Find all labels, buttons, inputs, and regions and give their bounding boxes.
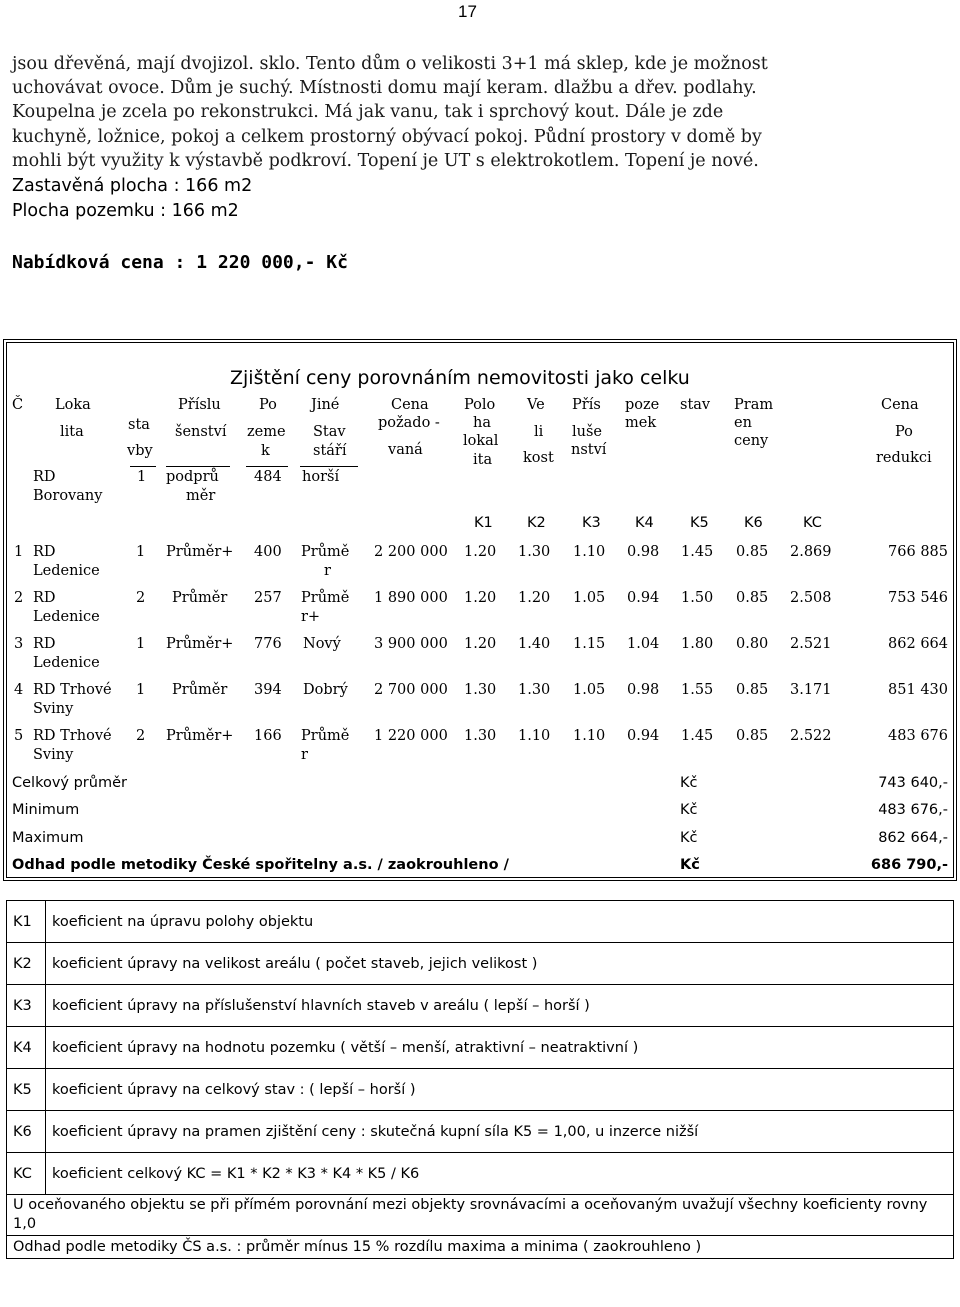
row-accessories: Průměr+ (166, 544, 234, 560)
header-plot: poze (625, 397, 660, 413)
row-k2: 1.30 (518, 544, 551, 560)
summary-estimate-currency: Kč (680, 857, 700, 873)
header-reduced-price: redukci (876, 450, 932, 466)
header-accessories-2: nství (571, 442, 607, 458)
row-k3: 1.05 (573, 590, 606, 606)
row-other: Průmě (301, 590, 350, 606)
header-reduced-price: Cena (881, 397, 919, 413)
legend-key: K3 (7, 985, 46, 1027)
subject-location: RD (33, 469, 56, 485)
row-k6: 0.80 (736, 636, 769, 652)
header-asked-price: Cena (391, 397, 429, 413)
row-k5: 1.45 (681, 544, 714, 560)
row-number: 1 (14, 544, 24, 560)
row-number: 5 (14, 728, 24, 744)
coef-label-kc: KC (803, 515, 822, 531)
legend-text: koeficient úpravy na příslušenství hlavních staveb v areálu ( lepší – horší ) (46, 985, 954, 1027)
header-other: Stav (313, 424, 346, 440)
row-location: Sviny (33, 747, 74, 763)
header-position: lokal (463, 433, 499, 449)
row-reduced-price: 766 885 (888, 544, 948, 560)
legend-key: KC (7, 1153, 46, 1195)
row-asked-price: 2 200 000 (374, 544, 448, 560)
header-source: Pram (734, 397, 774, 413)
row-buildings: 1 (136, 544, 146, 560)
summary-average-currency: Kč (680, 775, 698, 791)
header-location: lita (60, 424, 84, 440)
subject-land: 484 (254, 469, 282, 485)
legend-text: koeficient celkový KC = K1 * K2 * K3 * K4 * K5 / K6 (46, 1153, 954, 1195)
summary-average-label: Celkový průměr (12, 775, 127, 791)
row-land: 400 (254, 544, 282, 560)
legend-row (7, 943, 954, 985)
offer-price: Nabídková cena : 1 220 000,- Kč (12, 252, 348, 273)
summary-maximum-label: Maximum (12, 830, 84, 846)
header-underline (166, 466, 230, 467)
legend-row (7, 1027, 954, 1069)
header-buildings: vby (127, 443, 153, 459)
summary-maximum-currency: Kč (680, 830, 698, 846)
header-land: k (261, 443, 270, 459)
property-description (12, 52, 932, 173)
coef-label-k6: K6 (744, 515, 763, 531)
header-other: stáří (313, 443, 347, 459)
coef-label-k3: K3 (582, 515, 601, 531)
header-buildings: sta (128, 417, 150, 433)
row-k6: 0.85 (736, 544, 769, 560)
description-line: mohli být využity k výstavbě podkroví. Topení je UT s elektrokotlem. Topení je nové. (12, 150, 759, 171)
legend-key: K6 (7, 1111, 46, 1153)
row-other: r (324, 563, 331, 579)
coef-label-k1: K1 (474, 515, 493, 531)
coef-label-k5: K5 (690, 515, 709, 531)
header-underline (246, 466, 288, 467)
row-other: Nový (303, 636, 341, 652)
legend-text: koeficient úpravy na celkový stav : ( lepší – horší ) (46, 1069, 954, 1111)
legend-text: koeficient úpravy na hodnotu pozemku ( větší – menší, atraktivní – neatraktivní ) (46, 1027, 954, 1069)
header-condition: stav (680, 397, 711, 413)
row-kc: 2.508 (790, 590, 832, 606)
row-accessories: Průměr+ (166, 728, 234, 744)
description-line: uchovávat ovoce. Dům je suchý. Místnosti domu mají keram. dlažbu a dřev. podlahy. (12, 78, 757, 99)
row-number: 4 (14, 682, 24, 698)
legend-note-method: Odhad podle metodiky ČS a.s. : průměr mínus 15 % rozdílu maxima a minima ( zaokrouhleno ) (7, 1236, 954, 1259)
row-location: Sviny (33, 701, 74, 717)
row-accessories: Průměr (172, 590, 228, 606)
row-k5: 1.55 (681, 682, 714, 698)
row-reduced-price: 862 664 (888, 636, 948, 652)
row-k4: 0.94 (627, 728, 660, 744)
legend-text: koeficient úpravy na velikost areálu ( počet staveb, jejich velikost ) (46, 943, 954, 985)
row-asked-price: 1 220 000 (374, 728, 448, 744)
coefficient-legend (6, 900, 954, 1259)
row-k2: 1.40 (518, 636, 551, 652)
legend-note-row (7, 1195, 954, 1236)
row-kc: 2.522 (790, 728, 832, 744)
legend-row (7, 985, 954, 1027)
legend-key: K2 (7, 943, 46, 985)
row-location: Ledenice (33, 563, 100, 579)
page-number: 17 (458, 2, 477, 21)
row-k2: 1.20 (518, 590, 551, 606)
row-buildings: 2 (136, 590, 146, 606)
summary-estimate-label: Odhad podle metodiky České spořitelny a.s. / zaokrouhleno / (12, 857, 509, 873)
legend-row (7, 1111, 954, 1153)
row-location: Ledenice (33, 609, 100, 625)
coef-label-k2: K2 (527, 515, 546, 531)
row-other: Průmě (301, 544, 350, 560)
header-underline (130, 466, 156, 467)
header-source: ceny (734, 433, 769, 449)
header-asked-price: požado - (378, 415, 440, 431)
row-location: Ledenice (33, 655, 100, 671)
row-k2: 1.30 (518, 682, 551, 698)
legend-row (7, 1069, 954, 1111)
row-land: 257 (254, 590, 282, 606)
row-other: r+ (301, 609, 321, 625)
header-size: kost (523, 450, 554, 466)
row-location: RD Trhové (33, 682, 112, 698)
header-accessories: šenství (175, 424, 227, 440)
row-k5: 1.50 (681, 590, 714, 606)
legend-note-coefficients: U oceňovaného objektu se při přímém porovnání mezi objekty srovnávacími a oceňovaným uvažují všechny koeficienty rovny 1,0 (7, 1195, 954, 1236)
coef-label-k4: K4 (635, 515, 654, 531)
row-land: 776 (254, 636, 282, 652)
legend-key: K5 (7, 1069, 46, 1111)
row-other: Dobrý (303, 682, 348, 698)
subject-location: Borovany (33, 488, 103, 504)
description-line: kuchyně, ložnice, pokoj a celkem prostorný obývací pokoj. Půdní prostory v domě by (12, 126, 762, 147)
table-title: Zjištění ceny porovnáním nemovitosti jako celku (230, 367, 690, 389)
row-k1: 1.20 (464, 590, 497, 606)
row-k1: 1.20 (464, 636, 497, 652)
row-kc: 3.171 (790, 682, 832, 698)
row-buildings: 1 (136, 682, 146, 698)
legend-key: K1 (7, 901, 46, 943)
header-reduced-price: Po (895, 424, 913, 440)
row-k2: 1.10 (518, 728, 551, 744)
row-asked-price: 1 890 000 (374, 590, 448, 606)
description-line: jsou dřevěná, mají dvojizol. sklo. Tento dům o velikosti 3+1 má sklep, kde je možnost (12, 54, 768, 74)
row-k3: 1.10 (573, 728, 606, 744)
row-k4: 0.98 (627, 682, 660, 698)
header-accessories: Příslu (178, 397, 221, 413)
header-asked-price: vaná (388, 442, 423, 458)
header-location: Loka (55, 397, 91, 413)
row-k6: 0.85 (736, 590, 769, 606)
row-location: RD (33, 544, 56, 560)
header-size: Ve (527, 397, 545, 413)
header-source: en (734, 415, 752, 431)
header-other: Jiné (311, 397, 340, 413)
row-k1: 1.30 (464, 682, 497, 698)
subject-accessories: podprů (166, 469, 219, 485)
summary-average-value: 743 640,- (878, 775, 948, 791)
row-k4: 1.04 (627, 636, 660, 652)
header-land: zeme (247, 424, 286, 440)
row-k3: 1.05 (573, 682, 606, 698)
header-accessories-2: luše (572, 424, 602, 440)
header-accessories-2: Přís (572, 397, 601, 413)
plot-area: Plocha pozemku : 166 m2 (12, 201, 239, 221)
row-k3: 1.15 (573, 636, 606, 652)
summary-minimum-value: 483 676,- (878, 802, 948, 818)
header-position: ita (473, 452, 493, 468)
subject-other: horší (302, 469, 340, 485)
row-other: Průmě (301, 728, 350, 744)
header-number: Č (12, 397, 24, 413)
header-underline (300, 466, 358, 467)
row-k1: 1.20 (464, 544, 497, 560)
header-land: Po (259, 397, 277, 413)
header-position: Polo (464, 397, 496, 413)
built-area: Zastavěná plocha : 166 m2 (12, 176, 253, 196)
row-k5: 1.80 (681, 636, 714, 652)
row-buildings: 2 (136, 728, 146, 744)
description-line: Koupelna je zcela po rekonstrukci. Má jak vanu, tak i sprchový kout. Dále je zde (12, 102, 724, 123)
row-location: RD Trhové (33, 728, 112, 744)
row-reduced-price: 851 430 (888, 682, 948, 698)
row-accessories: Průměr (172, 682, 228, 698)
row-k6: 0.85 (736, 682, 769, 698)
legend-text: koeficient na úpravu polohy objektu (46, 901, 954, 943)
row-asked-price: 3 900 000 (374, 636, 448, 652)
legend-row (7, 1153, 954, 1195)
header-plot: mek (625, 415, 657, 431)
legend-note-row (7, 1236, 954, 1259)
row-k3: 1.10 (573, 544, 606, 560)
legend-key: K4 (7, 1027, 46, 1069)
row-k4: 0.94 (627, 590, 660, 606)
row-accessories: Průměr+ (166, 636, 234, 652)
legend-text: koeficient úpravy na pramen zjištění ceny : skutečná kupní síla K5 = 1,00, u inzerce nižší (46, 1111, 954, 1153)
row-k6: 0.85 (736, 728, 769, 744)
subject-accessories: měr (186, 488, 216, 504)
header-size: li (534, 424, 544, 440)
row-k5: 1.45 (681, 728, 714, 744)
subject-buildings: 1 (137, 469, 147, 485)
row-reduced-price: 483 676 (888, 728, 948, 744)
row-land: 166 (254, 728, 282, 744)
summary-minimum-label: Minimum (12, 802, 80, 818)
row-location: RD (33, 636, 56, 652)
summary-minimum-currency: Kč (680, 802, 698, 818)
row-kc: 2.521 (790, 636, 832, 652)
row-number: 3 (14, 636, 24, 652)
header-position: ha (473, 415, 491, 431)
summary-maximum-value: 862 664,- (878, 830, 948, 846)
row-k1: 1.30 (464, 728, 497, 744)
row-location: RD (33, 590, 56, 606)
row-buildings: 1 (136, 636, 146, 652)
row-number: 2 (14, 590, 24, 606)
row-k4: 0.98 (627, 544, 660, 560)
row-reduced-price: 753 546 (888, 590, 948, 606)
row-land: 394 (254, 682, 282, 698)
row-other: r (301, 747, 308, 763)
summary-estimate-value: 686 790,- (870, 857, 948, 873)
legend-row (7, 901, 954, 943)
row-kc: 2.869 (790, 544, 832, 560)
row-asked-price: 2 700 000 (374, 682, 448, 698)
